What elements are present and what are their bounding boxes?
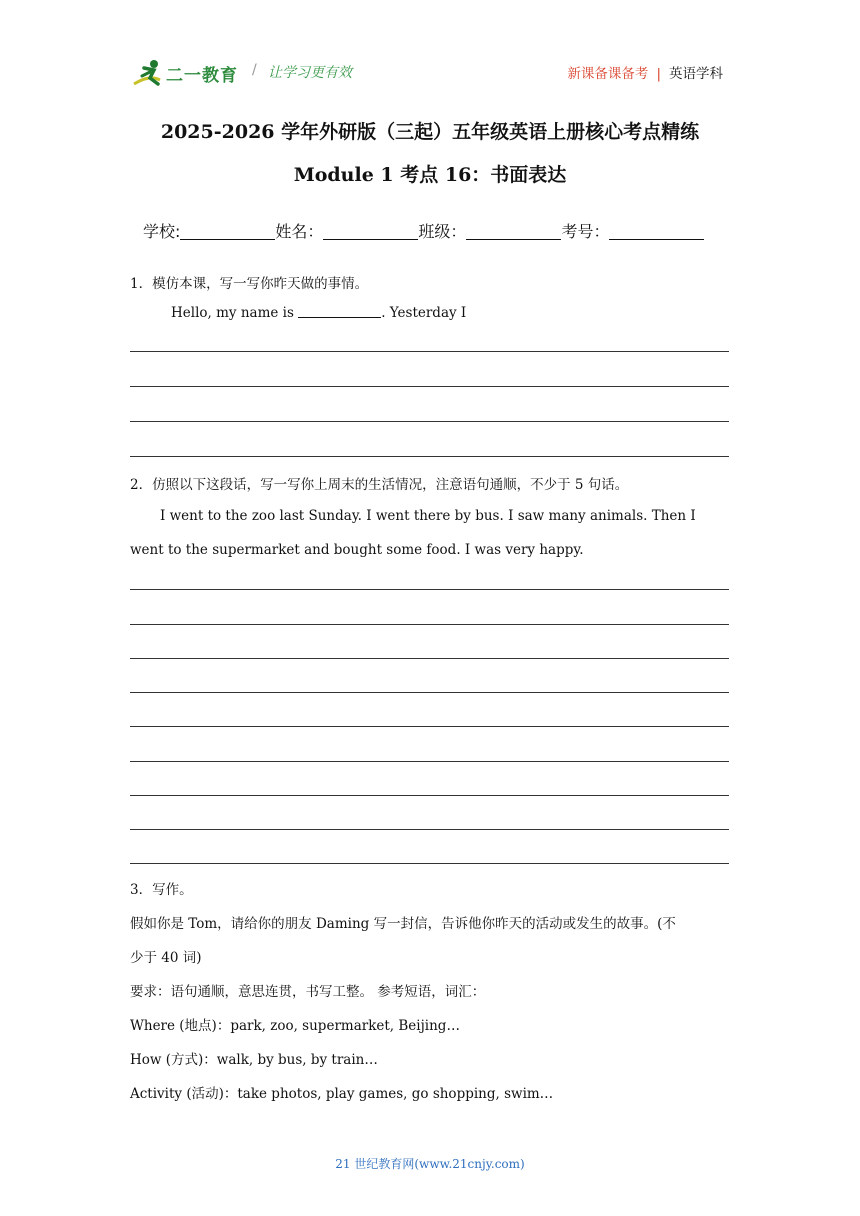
question-3-requirements: 要求：语句通顺，意思连贯，书写工整。 参考短语，词汇： (130, 984, 486, 1000)
answer-line[interactable] (130, 386, 729, 387)
school-label: 学校: (143, 222, 181, 241)
class-label: 班级： (418, 222, 467, 241)
number-label: 考号： (561, 222, 610, 241)
logo-text: 二一教育 (166, 66, 238, 86)
question-3-prompt: 3．写作。 (130, 882, 193, 898)
question-1-lead-start: Hello, my name is (171, 305, 299, 321)
vocab-where: Where (地点)：park, zoo, supermarket, Beijing… (130, 1018, 460, 1034)
header-subject-label: 英语学科 (669, 66, 723, 82)
question-3-task-line-2: 少于 40 词) (130, 950, 202, 966)
answer-line[interactable] (130, 692, 729, 693)
student-info-row (143, 219, 704, 242)
page-title: 2025-2026 学年外研版（三起）五年级英语上册核心考点精练 (160, 121, 700, 143)
footer-source[interactable]: 21 世纪教育网(www.21cnjy.com) (335, 1157, 525, 1171)
question-1-lead (171, 305, 466, 321)
answer-line[interactable] (130, 829, 729, 830)
slogan-divider: / (252, 62, 257, 78)
name-label: 姓名： (275, 222, 324, 241)
header-subject (567, 62, 723, 82)
name-fill-blank[interactable] (298, 305, 381, 318)
answer-line[interactable] (130, 589, 729, 590)
page-subtitle: Module 1 考点 16：书面表达 (293, 164, 567, 186)
answer-line[interactable] (130, 624, 729, 625)
school-blank[interactable] (180, 223, 275, 240)
question-2-sample: I went to the zoo last Sunday. I went there by bus. I saw many animals. Then I went to the supermarket and bought some food. I was very happy. (130, 508, 696, 558)
question-1-lead-end: . Yesterday I (381, 305, 467, 321)
question-3-task-line-1: 假如你是 Tom，请给你的朋友 Daming 写一封信，告诉他你昨天的活动或发生的故事。(不 (130, 916, 676, 932)
answer-line[interactable] (130, 726, 729, 727)
answer-line[interactable] (130, 351, 729, 352)
page-header (0, 0, 860, 100)
name-blank[interactable] (323, 223, 418, 240)
answer-line[interactable] (130, 795, 729, 796)
answer-line[interactable] (130, 863, 729, 864)
answer-line[interactable] (130, 761, 729, 762)
question-1-prompt: 1．模仿本课，写一写你昨天做的事情。 (130, 276, 369, 292)
question-2-prompt: 2．仿照以下这段话，写一写你上周末的生活情况，注意语句通顺，不少于 5 句话。 (130, 477, 629, 493)
slogan: 让学习更有效 (268, 65, 352, 81)
number-blank[interactable] (609, 223, 704, 240)
class-blank[interactable] (466, 223, 561, 240)
answer-line[interactable] (130, 658, 729, 659)
answer-line[interactable] (130, 456, 729, 457)
header-divider: | (656, 66, 661, 82)
vocab-activity: Activity (活动)：take photos, play games, go shopping, swim… (130, 1086, 554, 1102)
answer-line[interactable] (130, 421, 729, 422)
header-tagline: 新课备课备考 (567, 66, 649, 82)
vocab-how: How (方式)：walk, by bus, by train… (130, 1052, 378, 1068)
